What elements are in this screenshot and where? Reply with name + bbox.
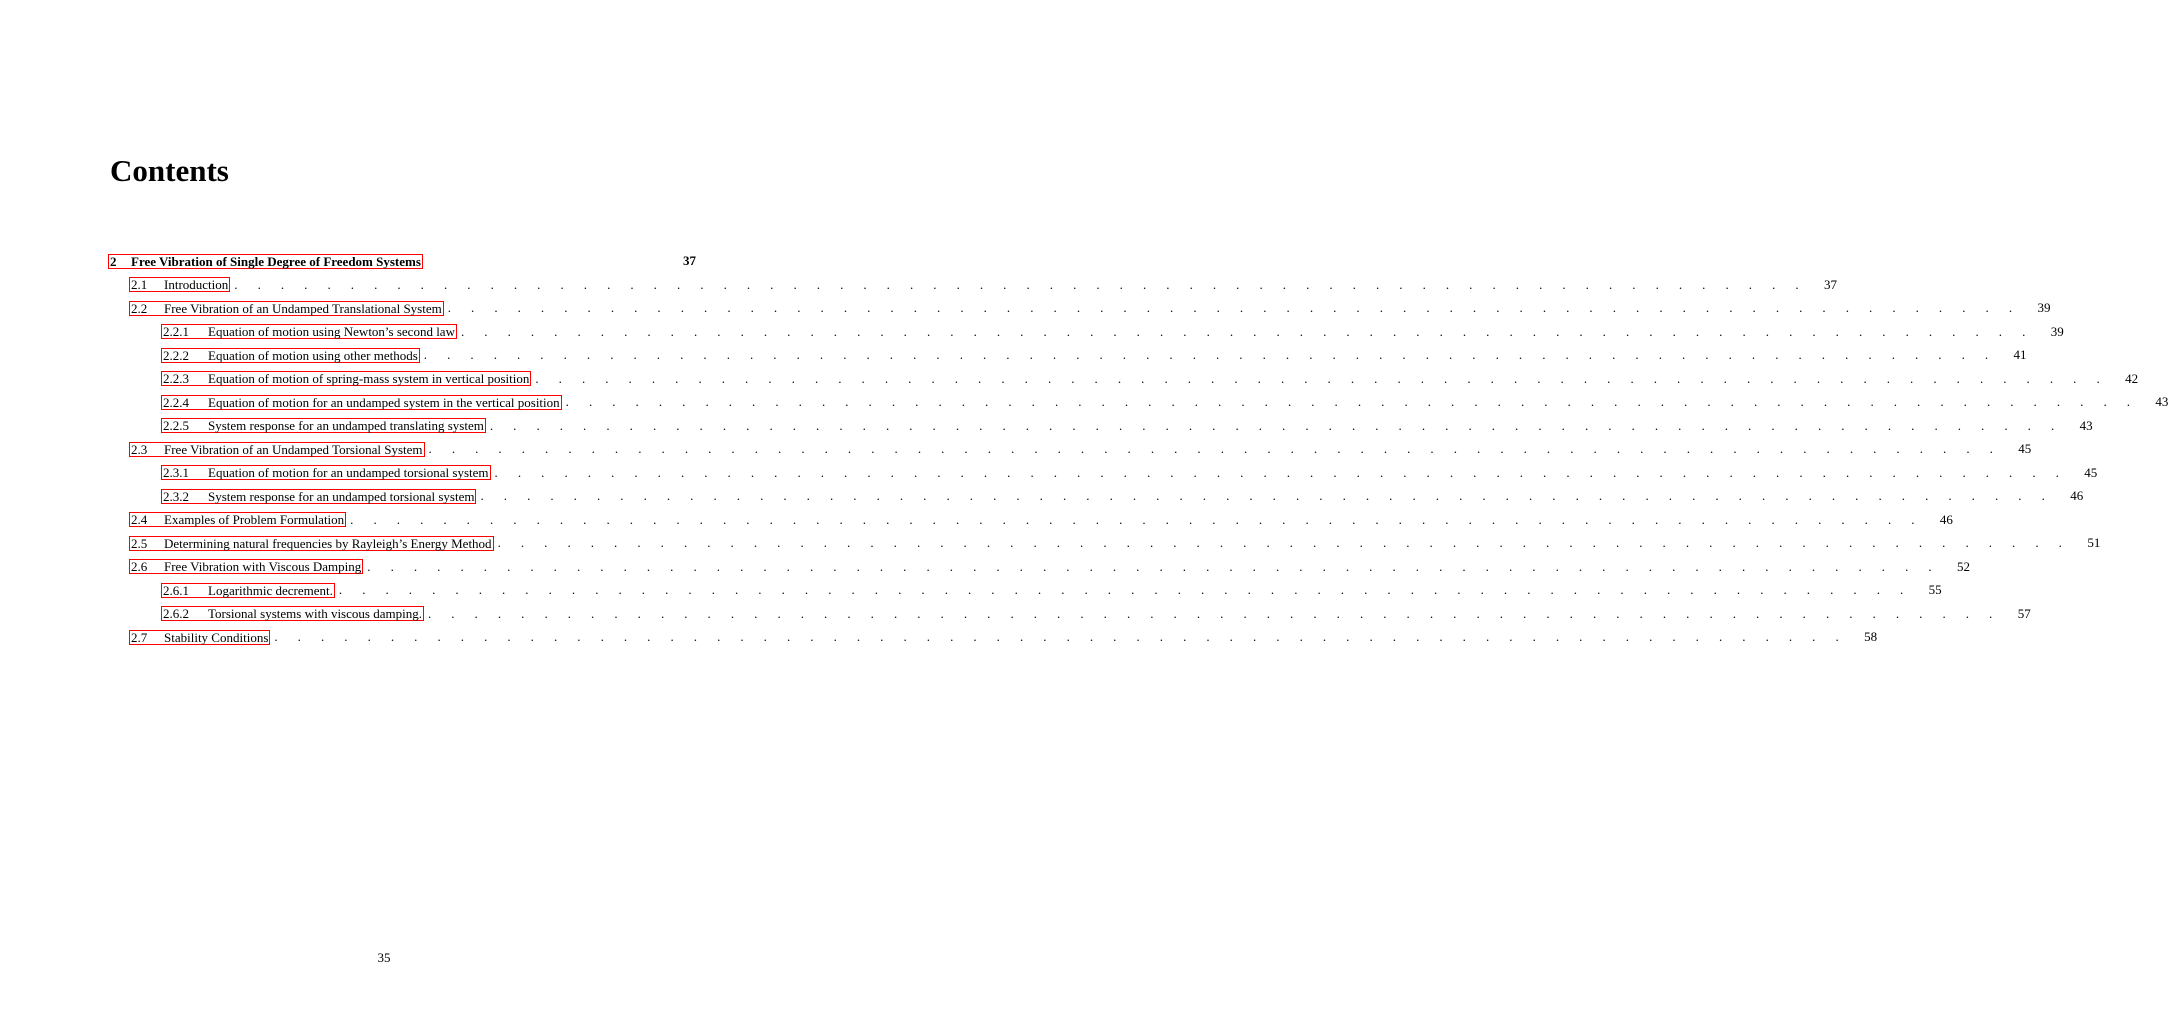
toc-leader-dots: . . . . . . . . . . . . . . . . . . . . . . . . . . . . . . . . . . . . . . . . . . . . . . . . . . . . . . . . . . . . . . . . . . . . xyxy=(480,488,2054,503)
toc-leader-dots: . . . . . . . . . . . . . . . . . . . . . . . . . . . . . . . . . . . . . . . . . . . . . . . . . . . . . . . . . . . . . . . . . . . . xyxy=(338,582,1912,597)
toc-title: Free Vibration of an Undamped Translational System xyxy=(164,300,442,316)
toc-link-2-2-5[interactable] xyxy=(161,418,486,433)
toc-title: Equation of motion using Newton’s second law xyxy=(208,324,455,339)
toc-leader-dots: . . . . . . . . . . . . . . . . . . . . . . . . . . . . . . . . . . . . . . . . . . . . . . . . . . . . . . . . . . . . . . . . . . . . xyxy=(489,417,2063,433)
toc-page-number: 37 xyxy=(683,253,696,268)
toc-link-2-2-3[interactable] xyxy=(161,371,531,386)
toc-title: Free Vibration with Viscous Damping xyxy=(164,559,362,574)
toc-link-2-7[interactable] xyxy=(129,630,270,645)
toc-link-2[interactable] xyxy=(108,254,423,269)
toc-page-number: 39 xyxy=(2050,323,2064,339)
toc-page-number: 46 xyxy=(2070,488,2084,503)
toc-page-number: 57 xyxy=(2017,605,2031,621)
toc-leader-dots: . . . . . . . . . . . . . . . . . . . . . . . . . . . . . . . . . . . . . . . . . . . . . . . . . . . . . . . . . . . . . . . . . . . . xyxy=(234,276,1808,292)
toc-leader-dots: . . . . . . . . . . . . . . . . . . . . . . . . . . . . . . . . . . . . . . . . . . . . . . . . . . . . . . . . . . . . . . . . . . . . xyxy=(494,464,2068,480)
toc-title: Logarithmic decrement. xyxy=(208,582,333,598)
toc-page-number: 43 xyxy=(2155,394,2168,409)
toc-number: 2.3 xyxy=(131,441,148,457)
toc-link-2-2-2[interactable] xyxy=(161,348,420,363)
toc-page-number: 39 xyxy=(2037,300,2051,315)
toc-page-number: 45 xyxy=(2084,464,2098,480)
toc-title: Introduction xyxy=(164,277,229,292)
toc-page-number: 51 xyxy=(2087,535,2101,550)
toc-page-number: 37 xyxy=(1824,276,1838,292)
toc-page-number: 52 xyxy=(1957,558,1971,574)
toc-link-2-6[interactable] xyxy=(129,559,363,574)
toc-entry-2-6 xyxy=(0,555,1971,579)
toc-page-number: 55 xyxy=(1928,582,1942,597)
toc-entry-2-5 xyxy=(0,531,2101,555)
toc-number: 2.2.1 xyxy=(163,324,189,339)
toc-page-number: 41 xyxy=(2013,347,2027,362)
toc-title: Free Vibration of Single Degree of Freedom Systems xyxy=(131,253,421,269)
toc-link-2-3[interactable] xyxy=(129,442,425,457)
toc-leader-dots: . . . . . . . . . . . . . . . . . . . . . . . . . . . . . . . . . . . . . . . . . . . . . . . . . . . . . . . . . . . . . . . . . . . . xyxy=(423,347,1997,362)
toc-entry-2-1 xyxy=(0,273,1838,297)
toc-title: Examples of Problem Formulation xyxy=(164,512,345,527)
toc-title: Free Vibration of an Undamped Torsional System xyxy=(164,441,423,457)
toc-leader-dots: . . . . . . . . . . . . . . . . . . . . . . . . . . . . . . . . . . . . . . . . . . . . . . . . . . . . . . . . . . . . . . . . . . . . xyxy=(447,300,2021,315)
toc-page-number: 45 xyxy=(2018,441,2032,456)
toc-title: Equation of motion for an undamped torsional system xyxy=(208,465,489,480)
toc-number: 2.2.2 xyxy=(163,347,189,363)
toc-number: 2 xyxy=(110,253,117,269)
toc-entry-2 xyxy=(0,249,768,273)
toc-link-2-2[interactable] xyxy=(129,301,444,316)
toc-leader-dots: . . . . . . . . . . . . . . . . . . . . . . . . . . . . . . . . . . . . . . . . . . . . . . . . . . . . . . . . . . . . . . . . . . . . xyxy=(428,441,2002,456)
toc-entry-2-2-4 xyxy=(0,390,2168,414)
toc-number: 2.2.4 xyxy=(163,394,189,410)
toc-link-2-3-1[interactable] xyxy=(161,465,491,480)
toc-number: 2.2.5 xyxy=(163,418,189,433)
toc-title: Stability Conditions xyxy=(164,629,269,645)
toc-entry-2-6-2 xyxy=(0,602,2031,626)
toc-entry-2-2-2 xyxy=(0,343,2027,367)
toc-link-2-6-1[interactable] xyxy=(161,583,335,598)
toc-entry-2-2-5 xyxy=(0,414,2093,438)
toc-entry-2-2-3 xyxy=(0,367,2139,391)
toc-leader-dots: . . . . . . . . . . . . . . . . . . . . . . . . . . . . . . . . . . . . . . . . . . . . . . . . . . . . . . . . . . . . . . . . . . . . xyxy=(565,394,2139,409)
toc-link-2-1[interactable] xyxy=(129,277,230,292)
toc-entry-2-3 xyxy=(0,437,2032,461)
toc-entry-2-4 xyxy=(0,508,1953,532)
toc-entry-2-6-1 xyxy=(0,578,1942,602)
toc-number: 2.6.1 xyxy=(163,582,189,598)
toc-leader-dots: . . . . . . . . . . . . . . . . . . . . . . . . . . . . . . . . . . . . . . . . . . . . . . . . . . . . . . . . . . . . . . . . . . . . xyxy=(497,535,2071,550)
toc-link-2-6-2[interactable] xyxy=(161,606,424,621)
toc-title: Torsional systems with viscous damping. xyxy=(208,606,422,621)
toc-number: 2.6 xyxy=(131,559,148,574)
toc-number: 2.6.2 xyxy=(163,606,189,621)
toc-entry-2-3-2 xyxy=(0,484,2084,508)
toc-page-number: 58 xyxy=(1864,629,1878,644)
toc-title: System response for an undamped torsional system xyxy=(208,488,475,504)
toc-link-2-4[interactable] xyxy=(129,512,346,527)
toc-leader-dots: . . . . . . . . . . . . . . . . . . . . . . . . . . . . . . . . . . . . . . . . . . . . . . . . . . . . . . . . . . . . . . . . . . . . xyxy=(535,370,2109,386)
toc-number: 2.4 xyxy=(131,512,148,527)
toc-number: 2.3.2 xyxy=(163,488,189,504)
toc-title: Equation of motion using other methods xyxy=(208,347,418,363)
toc-link-2-5[interactable] xyxy=(129,536,494,551)
toc-number: 2.2.3 xyxy=(163,371,189,386)
page-title: Contents xyxy=(110,153,229,188)
toc-entry-2-3-1 xyxy=(0,461,2098,485)
toc-link-2-2-4[interactable] xyxy=(161,395,562,410)
toc-leader-dots: . . . . . . . . . . . . . . . . . . . . . . . . . . . . . . . . . . . . . . . . . . . . . . . . . . . . . . . . . . . . . . . . . . . . xyxy=(427,605,2001,621)
toc-leader-dots: . . . . . . . . . . . . . . . . . . . . . . . . . . . . . . . . . . . . . . . . . . . . . . . . . . . . . . . . . . . . . . . . . . . . xyxy=(367,558,1941,574)
toc-number: 2.3.1 xyxy=(163,465,189,480)
toc-page-number: 46 xyxy=(1939,511,1953,527)
toc-entry-2-7 xyxy=(0,625,1878,649)
toc-page-number: 43 xyxy=(2079,417,2093,433)
toc-leader-dots: . . . . . . . . . . . . . . . . . . . . . . . . . . . . . . . . . . . . . . . . . . . . . . . . . . . . . . . . . . . . . . . . . . . . xyxy=(350,511,1923,527)
toc-entry-2-2 xyxy=(0,296,2051,320)
toc-title: System response for an undamped translating system xyxy=(208,418,484,433)
toc-link-2-2-1[interactable] xyxy=(161,324,457,339)
toc-link-2-3-2[interactable] xyxy=(161,489,476,504)
page-number: 35 xyxy=(377,950,391,965)
toc-title: Equation of motion for an undamped system in the vertical position xyxy=(208,394,560,410)
toc-leader-dots: . . . . . . . . . . . . . . . . . . . . . . . . . . . . . . . . . . . . . . . . . . . . . . . . . . . . . . . . . . . . . . . . . . . . xyxy=(460,323,2034,339)
toc-page-number: 42 xyxy=(2125,370,2139,386)
toc-number: 2.5 xyxy=(131,535,148,551)
toc-number: 2.2 xyxy=(131,300,148,316)
toc-number: 2.1 xyxy=(131,277,148,292)
toc-title: Equation of motion of spring-mass system in vertical position xyxy=(208,371,530,386)
toc-number: 2.7 xyxy=(131,629,148,645)
toc-entry-2-2-1 xyxy=(0,320,2064,344)
toc-title: Determining natural frequencies by Rayleigh’s Energy Method xyxy=(164,535,492,551)
toc-leader-dots: . . . . . . . . . . . . . . . . . . . . . . . . . . . . . . . . . . . . . . . . . . . . . . . . . . . . . . . . . . . . . . . . . . . . xyxy=(274,629,1848,644)
